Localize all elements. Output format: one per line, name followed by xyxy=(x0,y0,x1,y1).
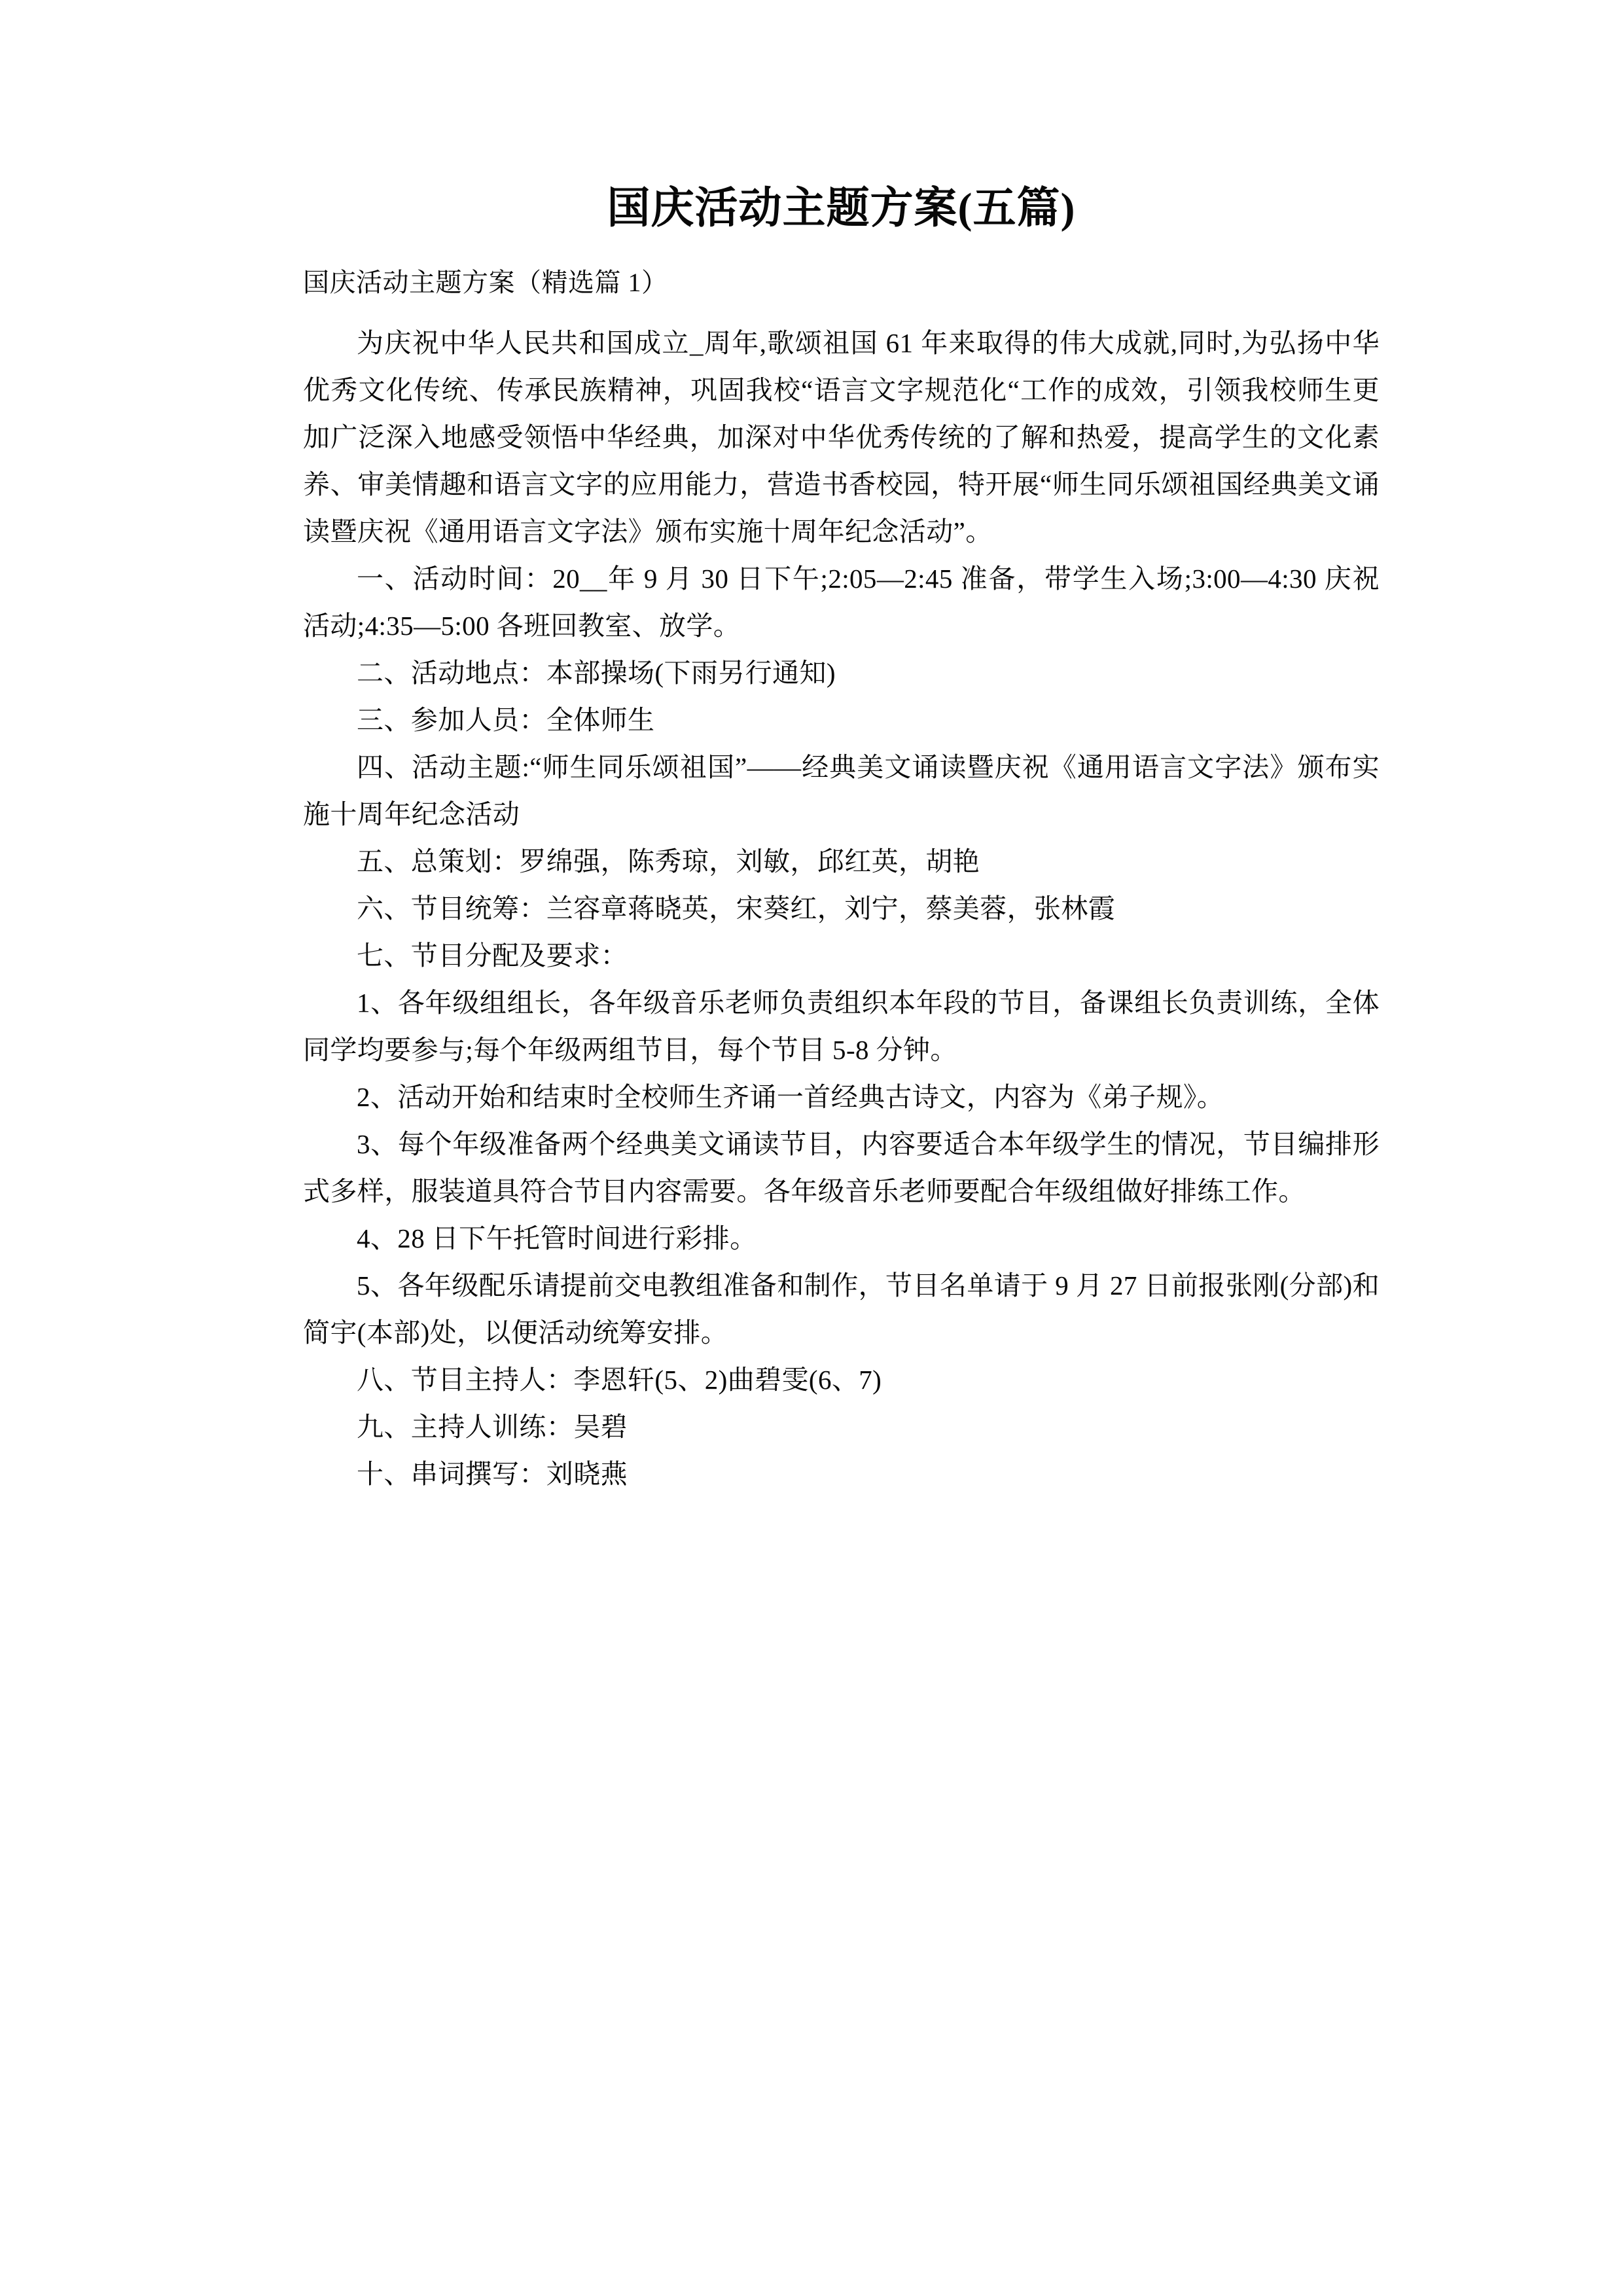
paragraph-item-2: 2、活动开始和结束时全校师生齐诵一首经典古诗文，内容为《弟子规》。 xyxy=(357,1082,1224,1112)
document-subtitle: 国庆活动主题方案（精选篇 1） xyxy=(303,268,668,297)
paragraph-assignment-heading: 七、节目分配及要求： xyxy=(357,941,628,971)
paragraph-host-training: 九、主持人训练：吴碧 xyxy=(357,1412,628,1442)
paragraph-item-3: 3、每个年级准备两个经典美文诵读节目，内容要适合本年级学生的情况，节目编排形式多样，服装道具符合节目内容需要。各年级音乐老师要配合年级组做好排练工作。 xyxy=(303,1129,1380,1206)
paragraph-location: 二、活动地点：本部操场(下雨另行通知) xyxy=(357,658,836,688)
document-content xyxy=(303,0,1380,1498)
paragraph-script-writer: 十、串词撰写：刘晓燕 xyxy=(357,1459,628,1489)
paragraph-coordinators: 六、节目统筹：兰容章蒋晓英，宋葵红，刘宁，蔡美蓉，张林霞 xyxy=(357,893,1116,924)
paragraph-item-4: 4、28 日下午托管时间进行彩排。 xyxy=(357,1223,757,1253)
paragraph-planners: 五、总策划：罗绵强，陈秀琼，刘敏，邱红英，胡艳 xyxy=(357,846,980,876)
page-title: 国庆活动主题方案(五篇) xyxy=(607,185,1076,232)
paragraph-item-5: 5、各年级配乐请提前交电教组准备和制作，节目名单请于 9 月 27 日前报张刚(分部)和简宇(本部)处，以便活动统筹安排。 xyxy=(303,1270,1380,1348)
paragraph-intro: 为庆祝中华人民共和国成立_周年,歌颂祖国 61 年来取得的伟大成就,同时,为弘扬中华优秀文化传统、传承民族精神，巩固我校“语言文字规范化“工作的成效，引领我校师生更加广泛深入地感受领悟中华经典，加深对中华优秀传统的了解和热爱，提高学生的文化素养、审美情趣和语言文字的应用能力，营造书香校园，特开展“师生同乐颂祖国经典美文诵读暨庆祝《通用语言文字法》颁布实施十周年纪念活动”。 xyxy=(303,328,1380,547)
paragraph-theme: 四、活动主题:“师生同乐颂祖国”——经典美文诵读暨庆祝《通用语言文字法》颁布实施十周年纪念活动 xyxy=(303,752,1380,829)
paragraph-time: 一、活动时间：20__年 9 月 30 日下午;2:05—2:45 准备，带学生入场;3:00—4:30 庆祝活动;4:35—5:00 各班回教室、放学。 xyxy=(303,564,1380,641)
paragraph-hosts: 八、节目主持人：李恩轩(5、2)曲碧雯(6、7) xyxy=(357,1365,882,1395)
paragraph-item-1: 1、各年级组组长，各年级音乐老师负责组织本年段的节目，备课组长负责训练，全体同学均要参与;每个年级两组节目，每个节目 5-8 分钟。 xyxy=(303,988,1380,1065)
paragraph-attendees: 三、参加人员：全体师生 xyxy=(357,705,655,735)
